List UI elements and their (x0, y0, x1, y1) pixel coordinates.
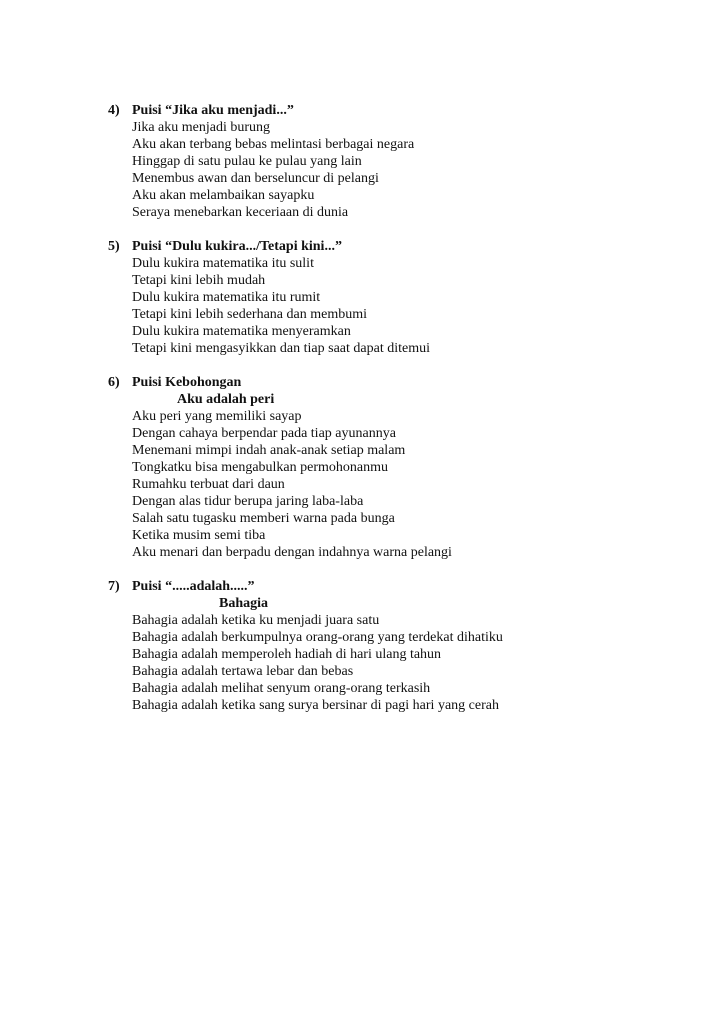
poem-section-5 (108, 238, 668, 357)
poem-line: Hinggap di satu pulau ke pulau yang lain (132, 154, 362, 169)
poem-title: Bahagia (219, 596, 269, 611)
poem-line: Dengan alas tidur berupa jaring laba-laba (132, 494, 364, 509)
poem-line: Dulu kukira matematika menyeramkan (132, 324, 351, 339)
section-number: 4) (108, 103, 120, 118)
poem-line: Aku akan terbang bebas melintasi berbagai negara (132, 137, 415, 152)
poem-section-7 (108, 578, 668, 714)
poem-line: Rumahku terbuat dari daun (132, 477, 285, 492)
section-title: Puisi “.....adalah.....” (132, 579, 255, 594)
poem-line: Bahagia adalah tertawa lebar dan bebas (132, 664, 354, 679)
poem-line: Tetapi kini mengasyikkan dan tiap saat dapat ditemui (132, 341, 430, 356)
poem-line: Aku peri yang memiliki sayap (132, 409, 302, 424)
poem-line: Tongkatku bisa mengabulkan permohonanmu (132, 460, 389, 475)
poem-line: Dulu kukira matematika itu sulit (132, 256, 314, 271)
poem-line: Menemani mimpi indah anak-anak setiap malam (132, 443, 406, 458)
section-number: 7) (108, 579, 120, 594)
poem-line: Aku akan melambaikan sayapku (132, 188, 315, 203)
poem-line: Bahagia adalah memperoleh hadiah di hari ulang tahun (132, 647, 442, 662)
section-heading (108, 102, 668, 119)
poem-lines (108, 119, 668, 221)
poem-line: Ketika musim semi tiba (132, 528, 266, 543)
poem-line: Jika aku menjadi burung (132, 120, 271, 135)
section-title: Puisi “Jika aku menjadi...” (132, 103, 294, 118)
poem-line: Tetapi kini lebih mudah (132, 273, 266, 288)
section-heading (108, 238, 668, 255)
poem-lines (108, 612, 668, 714)
section-title: Puisi Kebohongan (132, 375, 242, 390)
poem-line: Seraya menebarkan keceriaan di dunia (132, 205, 349, 220)
section-title: Puisi “Dulu kukira.../Tetapi kini...” (132, 239, 342, 254)
section-number: 5) (108, 239, 120, 254)
poem-title: Aku adalah peri (177, 392, 275, 407)
poem-line: Tetapi kini lebih sederhana dan membumi (132, 307, 368, 322)
poem-line: Aku menari dan berpadu dengan indahnya warna pelangi (132, 545, 452, 560)
section-number: 6) (108, 375, 120, 390)
poem-lines (108, 255, 668, 357)
section-heading (108, 578, 668, 595)
poem-line: Bahagia adalah berkumpulnya orang-orang yang terdekat dihatiku (132, 630, 503, 645)
poem-line: Menembus awan dan berseluncur di pelangi (132, 171, 379, 186)
poem-line: Bahagia adalah ketika sang surya bersinar di pagi hari yang cerah (132, 698, 499, 713)
poem-line: Bahagia adalah ketika ku menjadi juara satu (132, 613, 380, 628)
poem-line: Salah satu tugasku memberi warna pada bunga (132, 511, 395, 526)
poem-line: Dulu kukira matematika itu rumit (132, 290, 321, 305)
section-heading (108, 374, 668, 391)
poem-line: Bahagia adalah melihat senyum orang-orang terkasih (132, 681, 431, 696)
poem-line: Dengan cahaya berpendar pada tiap ayunannya (132, 426, 396, 441)
poem-lines (108, 408, 668, 561)
poem-section-4 (108, 102, 668, 221)
poem-section-6 (108, 374, 668, 561)
